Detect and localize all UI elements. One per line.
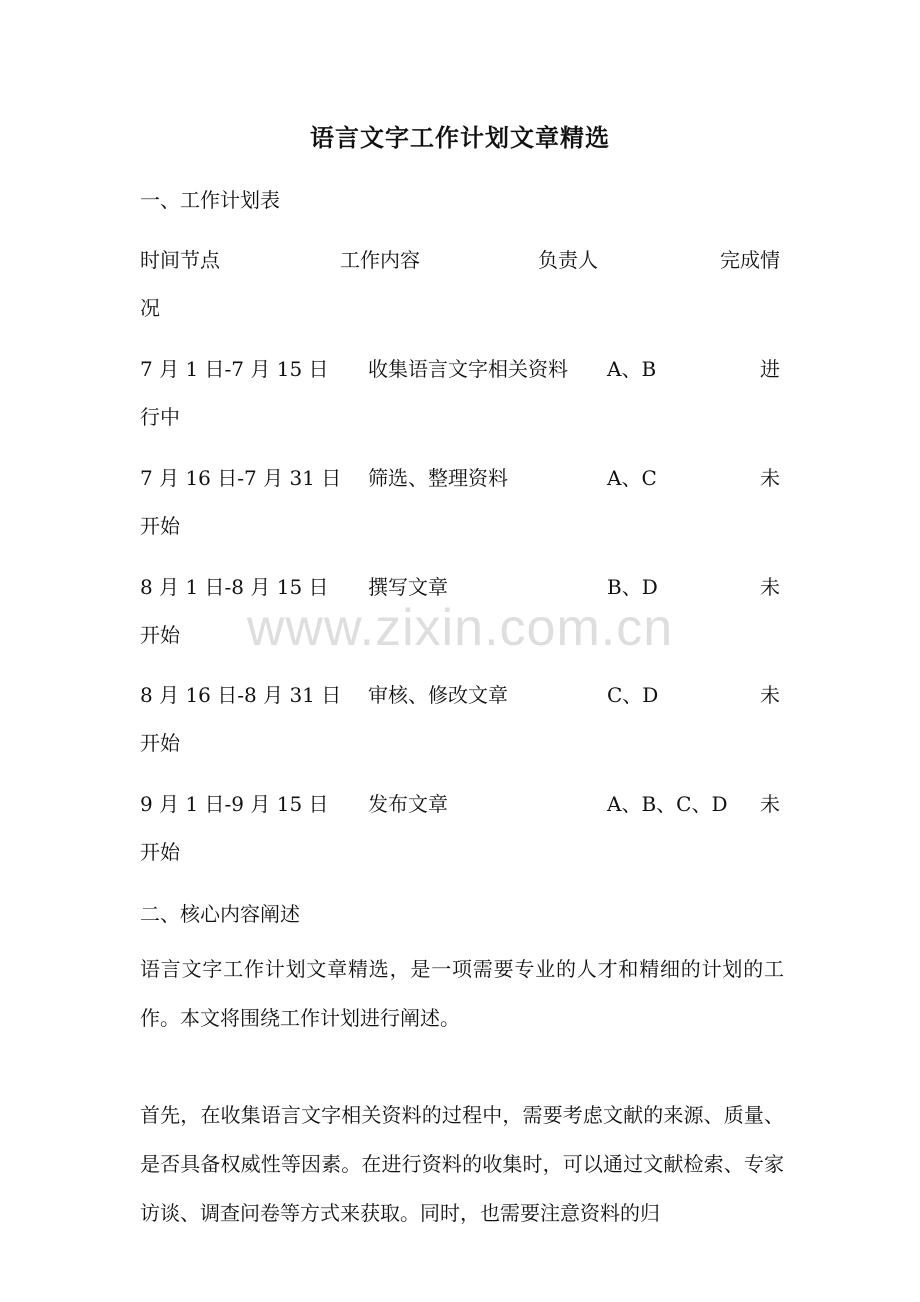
cell-status: 未: [760, 466, 780, 490]
table-header-row: [140, 244, 780, 344]
cell-time: 8 月 1 日-8 月 15 日: [140, 575, 329, 599]
cell-time: 8 月 16 日-8 月 31 日: [140, 683, 342, 707]
column-header-time: 时间节点: [140, 248, 220, 272]
table-row: [140, 679, 780, 779]
cell-owner: A、B、C、D: [607, 792, 728, 816]
cell-owner: A、B: [607, 357, 657, 381]
table-row: [140, 462, 780, 562]
column-header-status: 完成情: [720, 248, 780, 272]
table-row: [140, 571, 780, 671]
cell-content: 发布文章: [368, 792, 448, 816]
cell-owner: B、D: [607, 575, 658, 599]
cell-status: 未: [760, 792, 780, 816]
cell-content: 审核、修改文章: [368, 683, 508, 707]
cell-status-wrap: 行中: [140, 405, 180, 429]
cell-content: 撰写文章: [368, 575, 448, 599]
column-header-status-wrap: 况: [140, 296, 160, 320]
section-heading-core-content: 二、核心内容阐述: [140, 902, 300, 926]
cell-content: 筛选、整理资料: [368, 466, 508, 490]
watermark: www.zixin.com.cn: [246, 599, 674, 657]
cell-time: 7 月 1 日-7 月 15 日: [140, 357, 329, 381]
cell-status-wrap: 开始: [140, 514, 180, 538]
cell-time: 7 月 16 日-7 月 31 日: [140, 466, 342, 490]
cell-owner: A、C: [607, 466, 657, 490]
body-paragraph: 首先，在收集语言文字相关资料的过程中，需要考虑文献的来源、质量、是否具备权威性等因素。在进行资料的收集时，可以通过文献检索、专家访谈、调查问卷等方式来获取。同时，也需要注意资料的归: [140, 1103, 784, 1225]
table-row: [140, 788, 780, 888]
table-row: [140, 353, 780, 453]
cell-status: 未: [760, 683, 780, 707]
cell-content: 收集语言文字相关资料: [368, 357, 568, 381]
cell-status: 进: [760, 357, 780, 381]
cell-status-wrap: 开始: [140, 840, 180, 864]
cell-status: 未: [760, 575, 780, 599]
column-header-owner: 负责人: [538, 248, 598, 272]
section-heading-plan-table: 一、工作计划表: [140, 188, 280, 212]
cell-owner: C、D: [607, 683, 659, 707]
document-title: 语言文字工作计划文章精选: [310, 123, 610, 152]
column-header-content: 工作内容: [340, 248, 420, 272]
cell-status-wrap: 开始: [140, 623, 180, 647]
body-paragraph: 语言文字工作计划文章精选，是一项需要专业的人才和精细的计划的工作。本文将围绕工作计划进行阐述。: [140, 957, 784, 1030]
cell-time: 9 月 1 日-9 月 15 日: [140, 792, 329, 816]
cell-status-wrap: 开始: [140, 731, 180, 755]
